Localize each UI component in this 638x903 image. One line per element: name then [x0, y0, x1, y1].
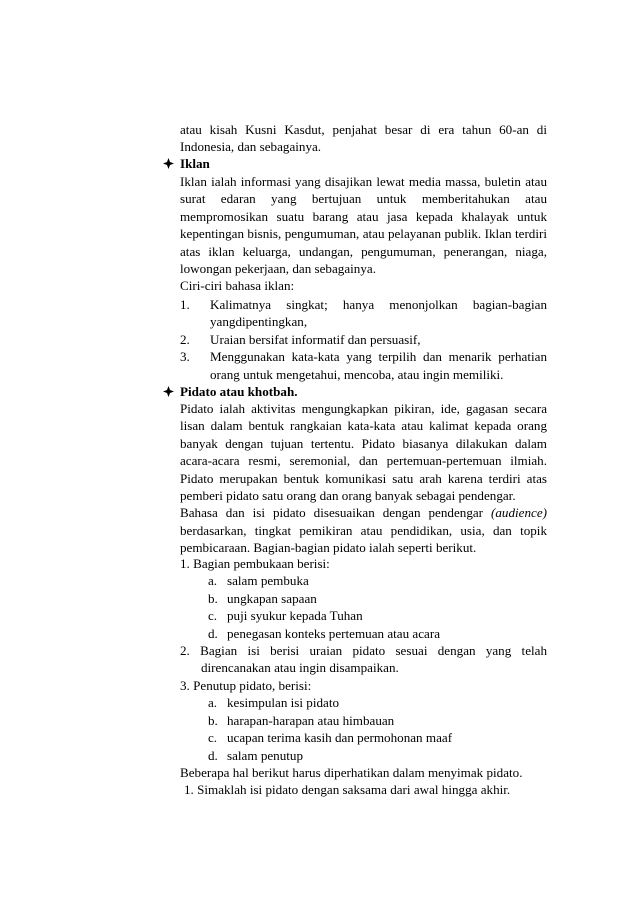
sub-list-item	[208, 607, 547, 624]
text-line	[180, 504, 547, 521]
sub-list-item	[208, 712, 547, 729]
sub-letter: d.	[208, 625, 218, 641]
sub-list-item	[208, 625, 547, 642]
text-line: Pidato merupakan bentuk komunikasi satu arah karena terdiri atas	[180, 470, 547, 486]
text-line: Iklan ialah informasi yang disajikan lewat media massa, buletin atau	[180, 174, 547, 189]
sub-letter: c.	[208, 608, 218, 624]
bagian-isi	[180, 642, 547, 677]
sub-text: salam pembuka	[227, 573, 309, 589]
list-label: 1. Bagian pembukaan berisi:	[180, 556, 330, 571]
text-line: Beberapa hal berikut harus diperhatikan dalam menyimak pidato.	[180, 765, 523, 780]
text-line: lowongan pekerjaan, dan sebagainya.	[180, 260, 376, 276]
list-item	[180, 331, 547, 348]
sub-letter: a.	[208, 695, 218, 711]
list-label: 3. Penutup pidato, berisi:	[180, 678, 312, 693]
iklan-paragraph	[180, 173, 547, 295]
list-label: 2. Bagian isi berisi uraian pidato sesuai dengan yang telah	[180, 643, 547, 658]
sub-text: ucapan terima kasih dan permohonan maaf	[227, 730, 453, 746]
text-line: mempromosikan suatu barang atau jasa kepada khalayak untuk	[180, 208, 547, 224]
intro-paragraph	[180, 121, 547, 156]
list-text: orang untuk mengetahui, mencoba, atau ingin memiliki.	[210, 366, 504, 382]
ciri-label: Ciri-ciri bahasa iklan:	[180, 278, 295, 294]
sub-text: salam penutup	[227, 747, 303, 763]
text-line: Pidato ialah aktivitas mengungkapkan pikiran, ide, gagasan secara	[180, 401, 547, 416]
heading-text: Pidato atau khotbah.	[180, 384, 298, 399]
sub-list-item	[208, 590, 547, 607]
sub-letter: a.	[208, 573, 218, 589]
diamond-bullet-icon	[163, 158, 174, 169]
menyimak-section	[180, 764, 547, 799]
sub-text: ungkapan sapaan	[227, 590, 317, 606]
sub-list-item	[208, 729, 547, 746]
section-heading-iklan	[163, 155, 210, 172]
list-item	[180, 348, 547, 365]
sub-letter: c.	[208, 730, 218, 746]
sub-list-item	[208, 694, 547, 711]
bagian-pembukaan	[180, 555, 547, 642]
sub-text: penegasan konteks pertemuan atau acara	[227, 625, 441, 641]
text-line: kepentingan bisnis, pengumuman, atau pelayanan publik. Iklan terdiri	[180, 226, 547, 242]
text-line: acara-acara resmi, seremonial, dan pertemuan-pertemuan ilmiah.	[180, 453, 547, 469]
ciri-list	[180, 296, 547, 383]
text-line: pembicaraan. Bagian-bagian pidato ialah seperti berikut.	[180, 540, 477, 556]
list-text: direncanakan atau ingin disampaikan.	[201, 660, 399, 676]
sub-text: harapan-harapan atau himbauan	[227, 712, 395, 728]
list-item: 1. Simaklah isi pidato dengan saksama dari awal hingga akhir.	[184, 782, 511, 798]
list-item-continuation	[180, 313, 547, 330]
sub-text: puji syukur kepada Tuhan	[227, 608, 363, 624]
list-item-continuation	[180, 366, 547, 383]
list-text: yangdipentingkan,	[210, 314, 308, 330]
text-line: atas iklan keluarga, undangan, pengumuman, penerangan, niaga,	[180, 243, 547, 259]
heading-text: Iklan	[180, 156, 210, 171]
sub-letter: d.	[208, 747, 218, 763]
list-number: 2.	[180, 331, 190, 347]
text-line: lisan dalam bentuk rangkaian kata-kata atau kalimat kepada orang	[180, 418, 547, 434]
diamond-bullet-icon	[163, 386, 174, 397]
italic-term: (audience)	[491, 505, 547, 521]
text-run: Bahasa dan isi pidato disesuaikan dengan pendengar	[180, 505, 484, 521]
list-text: Kalimatnya singkat; hanya menonjolkan bagian-bagian	[210, 297, 547, 312]
sub-letter: b.	[208, 712, 218, 728]
list-item	[180, 296, 547, 313]
text-line: Indonesia, dan sebagainya.	[180, 139, 322, 155]
list-number: 1.	[180, 297, 190, 312]
sub-list-item	[208, 572, 547, 589]
text-line: berdasarkan, tingkat pemikiran atau pendidikan, usia, dan topik	[180, 522, 547, 538]
text-line: banyak dengan tujuan tertentu. Pidato biasanya dilakukan dalam	[180, 435, 547, 451]
text-line: pemberi pidato satu orang dan orang banyak sebagai pendengar.	[180, 487, 516, 503]
pidato-paragraph	[180, 400, 547, 557]
section-heading-pidato	[163, 383, 298, 400]
sub-text: kesimpulan isi pidato	[227, 695, 340, 711]
bagian-penutup	[180, 677, 547, 764]
list-number: 3.	[180, 349, 190, 365]
text-line: atau kisah Kusni Kasdut, penjahat besar di era tahun 60-an di	[180, 122, 547, 137]
sub-letter: b.	[208, 590, 218, 606]
list-text: Menggunakan kata-kata yang terpilih dan menarik perhatian	[210, 349, 547, 365]
sub-list-item	[208, 747, 547, 764]
list-text: Uraian bersifat informatif dan persuasif,	[210, 331, 421, 347]
text-line: surat edaran yang bertujuan untuk memberitahukan atau	[180, 191, 547, 207]
